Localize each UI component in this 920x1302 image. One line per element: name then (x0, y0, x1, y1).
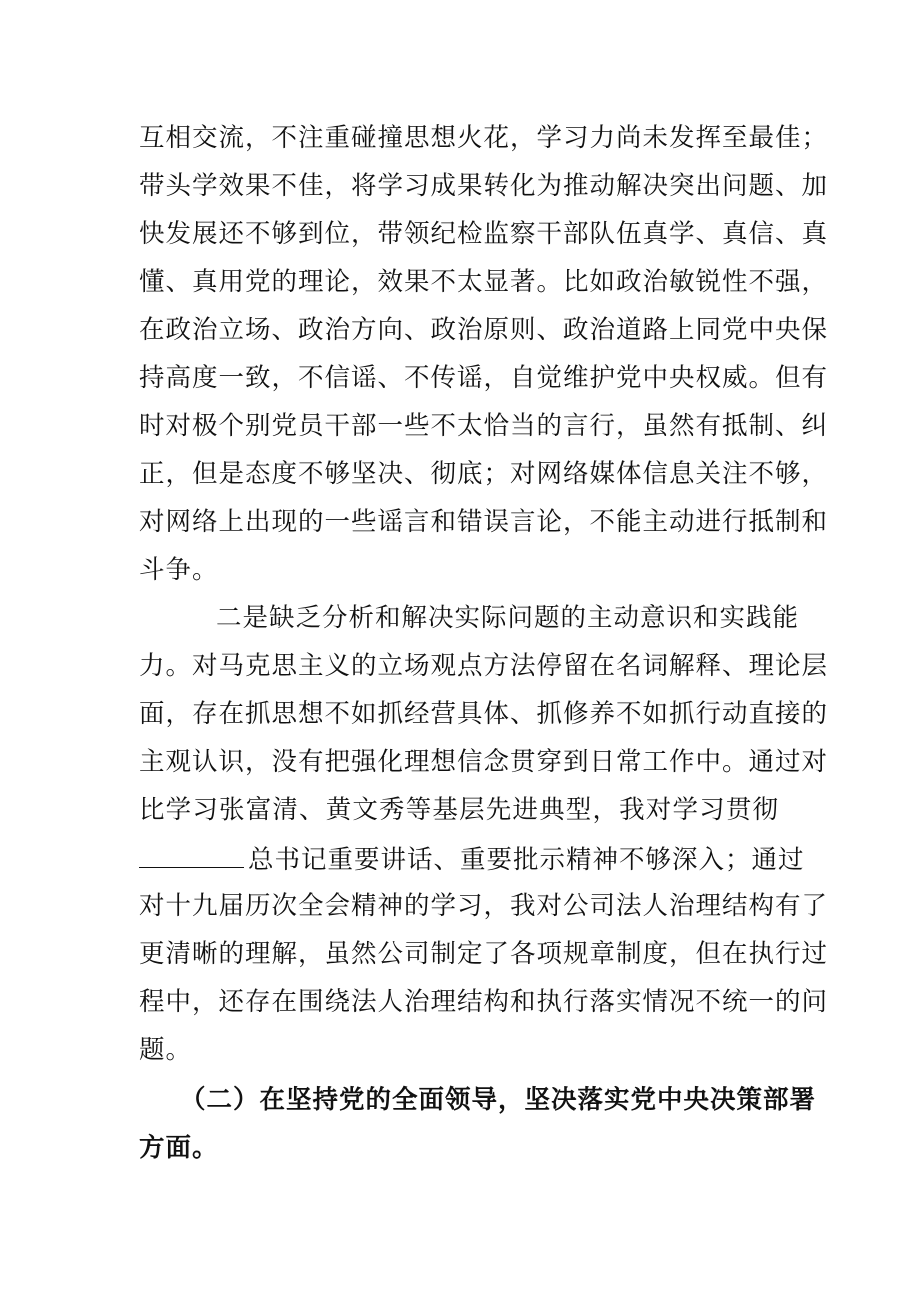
paragraph-1-line-9: 对网络上出现的一些谣言和错误言论，不能主动进行抵制和 (139, 507, 829, 537)
section-heading-line-2: 方面。 (139, 1133, 219, 1163)
paragraph-2-line-6 (139, 841, 805, 877)
paragraph-2-line-5: 比学习张富清、黄文秀等基层先进典型，我对学习贯彻 (139, 795, 779, 825)
section-heading-line-1: （二）在坚持党的全面领导，坚决落实党中央决策部署 (180, 1085, 817, 1115)
paragraph-2-line-7: 对十九届历次全会精神的学习，我对公司法人治理结构有了 (139, 891, 829, 921)
paragraph-2-line-2: 力。对马克思主义的立场观点方法停留在名词解释、理论层 (139, 651, 829, 681)
paragraph-1-line-1: 互相交流，不注重碰撞思想火花，学习力尚未发挥至最佳； (139, 123, 829, 153)
paragraph-2-line-9: 程中，还存在围绕法人治理结构和执行落实情况不统一的问 (139, 987, 829, 1017)
paragraph-1-line-4: 懂、真用党的理论，效果不太显著。比如政治敏锐性不强， (139, 267, 829, 297)
paragraph-2-line-4: 主观认识，没有把强化理想信念贯穿到日常工作中。通过对 (139, 747, 829, 777)
paragraph-1-line-8: 正，但是态度不够坚决、彻底；对网络媒体信息关注不够， (139, 459, 829, 489)
paragraph-1-line-5: 在政治立场、政治方向、政治原则、政治道路上同党中央保 (139, 315, 829, 345)
paragraph-1-line-3: 快发展还不够到位，带领纪检监察干部队伍真学、真信、真 (139, 219, 829, 249)
redacted-blank (139, 841, 244, 868)
paragraph-1-line-6: 持高度一致，不信谣、不传谣，自觉维护党中央权威。但有 (139, 363, 829, 393)
paragraph-1-line-7: 时对极个别党员干部一些不太恰当的言行，虽然有抵制、纠 (139, 411, 829, 441)
paragraph-2-line-6-text: 总书记重要讲话、重要批示精神不够深入；通过 (248, 845, 805, 875)
paragraph-2-line-8: 更清晰的理解，虽然公司制定了各项规章制度，但在执行过 (139, 939, 829, 969)
paragraph-1-line-10: 斗争。 (139, 555, 219, 585)
paragraph-2-line-1: 二是缺乏分析和解决实际问题的主动意识和实践能 (216, 603, 800, 633)
paragraph-2-line-10: 题。 (139, 1035, 193, 1065)
paragraph-1-line-2: 带头学效果不佳，将学习成果转化为推动解决突出问题、加 (139, 171, 829, 201)
paragraph-2-line-3: 面，存在抓思想不如抓经营具体、抓修养不如抓行动直接的 (139, 699, 829, 729)
